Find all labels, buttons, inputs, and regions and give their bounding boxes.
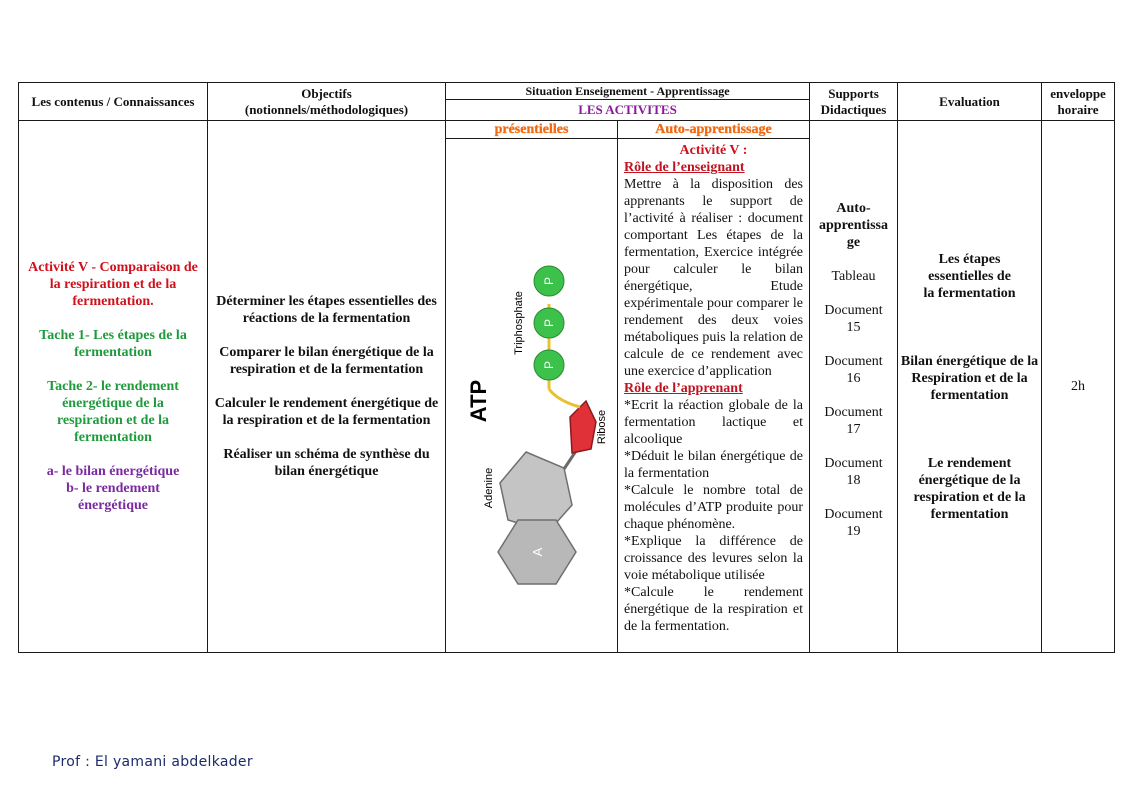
- lesson-plan-table: [18, 82, 1115, 653]
- atp-diagram: [446, 139, 618, 651]
- header-supports: Supports Didactiques: [810, 83, 898, 121]
- learner-item: *Ecrit la réaction globale de la fermentation lactique et alcoolique: [624, 398, 804, 447]
- contenus-tache1: Tache 1- Les étapes de la fermentation: [39, 328, 187, 360]
- contenus-tache2: Tache 2- le rendement énergétique de la respiration et de la fermentation: [47, 379, 179, 445]
- support-doc-label: Document: [824, 455, 883, 471]
- evaluation-3: Le rendement énergétique de la respiration et de la fermentation: [913, 455, 1026, 522]
- support-doc-label: Document: [824, 506, 883, 522]
- auto-content: [618, 139, 809, 635]
- contenus-activite: Activité V - Comparaison de la respiration et de la fermentation.: [28, 260, 198, 309]
- adenine-letter: A: [530, 547, 545, 557]
- adenine-label: Adenine: [483, 467, 495, 509]
- teacher-text: Mettre à la disposition des apprenants le support de l’activité à réaliser : document comportant Les étapes de la fermentation, Exercice intégrée pour calculer le bilan énergétique, Etude expérimentale pour comparer le rendement des deux voies métaboliques puis la relation de calcule de ce rendement avec une exercice d’application: [624, 177, 804, 379]
- contenus-sub-a: a- le bilan énergétique: [46, 464, 180, 479]
- bond-line: [564, 451, 576, 469]
- ribose-label: Ribose: [596, 409, 608, 445]
- atp-title: ATP: [466, 379, 491, 423]
- objectif-4: Réaliser un schéma de synthèse du bilan énergétique: [223, 447, 430, 479]
- support-auto-3: ge: [846, 234, 861, 250]
- support-doc-num: 19: [846, 523, 861, 539]
- contenus-cell: [19, 121, 208, 653]
- evaluation-2: Bilan énergétique de la Respiration et de la fermentation: [900, 353, 1039, 403]
- header-evaluation: Evaluation: [898, 83, 1042, 121]
- support-tableau: Tableau: [831, 268, 876, 284]
- role-enseignant-heading: Rôle de l’enseignant: [624, 160, 745, 175]
- role-apprenant-heading: Rôle de l’apprenant: [624, 381, 743, 396]
- objectif-2: Comparer le bilan énergétique de la respiration et de la fermentation: [219, 345, 434, 377]
- support-doc-label: Document: [824, 404, 883, 420]
- support-doc-num: 18: [846, 472, 861, 488]
- header-activites: LES ACTIVITES: [446, 100, 810, 121]
- learner-item: *Déduit le bilan énergétique de la fermentation: [624, 449, 804, 481]
- support-doc-num: 16: [846, 370, 861, 386]
- header-situation: Situation Enseignement - Apprentissage: [446, 83, 810, 100]
- support-doc-label: Document: [824, 302, 883, 318]
- header-horaire: enveloppe horaire: [1042, 83, 1115, 121]
- support-doc-num: 17: [846, 421, 861, 437]
- contenus-sub-b: b- le rendement énergétique: [66, 481, 160, 513]
- evaluation-1: Les étapes essentielles de la fermentation: [923, 251, 1016, 301]
- bond-line: [549, 389, 580, 407]
- support-doc-label: Document: [824, 353, 883, 369]
- ribose-shape: [570, 401, 596, 453]
- phosphate-label: P: [542, 318, 556, 328]
- learner-item: *Calcule le nombre total de molécules d’ATP produite pour chaque phénomène.: [624, 483, 804, 532]
- atp-figure-cell: [446, 139, 618, 653]
- supports-cell: [810, 121, 898, 653]
- phosphate-label: P: [542, 360, 556, 370]
- footer-author: Prof : El yamani abdelkader: [52, 754, 253, 770]
- support-auto-1: Auto-: [836, 200, 871, 216]
- header-objectifs: Objectifs (notionnels/méthodologiques): [208, 83, 446, 121]
- objectifs-cell: [208, 121, 446, 653]
- learner-item: *Explique la différence de croissance des levures selon la voie métabolique utilisée: [624, 534, 804, 583]
- header-contenus: Les contenus / Connaissances: [19, 83, 208, 121]
- auto-apprentissage-cell: [618, 139, 810, 653]
- evaluation-cell: [898, 121, 1042, 653]
- learner-item: *Calcule le rendement énergétique de la respiration et de la fermentation.: [624, 585, 804, 634]
- support-auto-2: apprentissa: [819, 217, 888, 233]
- auto-activity-title: Activité V :: [679, 143, 748, 158]
- subheader-presentielles: présentielles: [446, 121, 618, 139]
- phosphate-label: P: [542, 276, 556, 286]
- objectif-1: Déterminer les étapes essentielles des réactions de la fermentation: [216, 294, 437, 326]
- triphosphate-label: Triphosphate: [513, 291, 525, 355]
- subheader-auto: Auto-apprentissage: [618, 121, 810, 139]
- objectif-3: Calculer le rendement énergétique de la respiration et de la fermentation: [214, 396, 439, 428]
- horaire-cell: 2h: [1042, 121, 1115, 653]
- support-doc-num: 15: [846, 319, 861, 335]
